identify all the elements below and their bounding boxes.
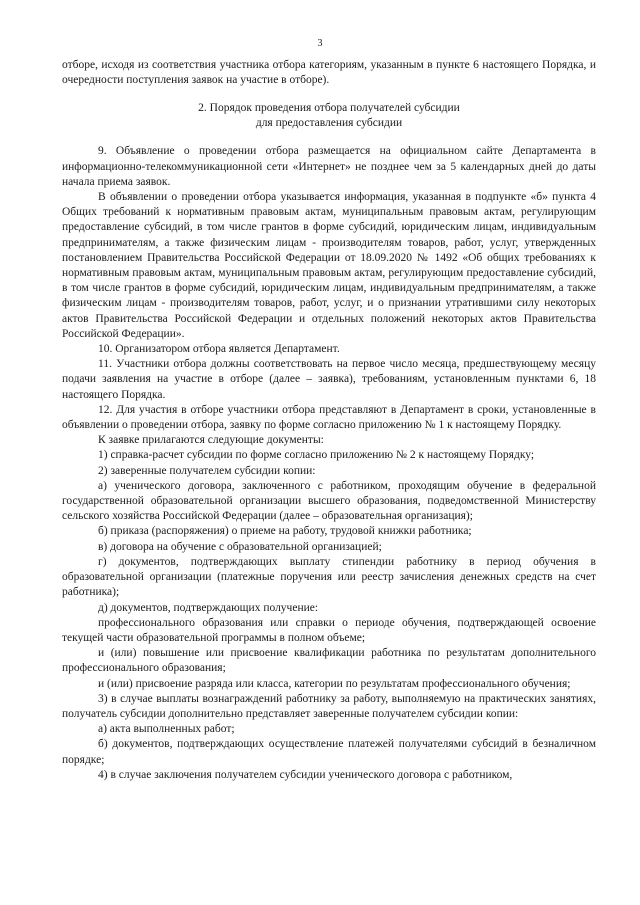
list-item-4: 4) в случае заключения получателем субсидии ученического договора с работником,: [98, 768, 513, 781]
section-heading: [62, 101, 596, 131]
paragraph-announcement-info: В объявлении о проведении отбора указывается информация, указанная в подпункте «б» пункта 4 Общих требований к нормативным правовым актам, муниципальным правовым актам, регулирующим предоставление субсидий, в том числе грантов в форме субсидий, юридическим лицам, индивидуальным предпринимателям, а также физическим лицам - производителям товаров, работ, услуг, утвержденных постановлением Правительства Российской Федерации от 18.09.2020 № 1492 «Об общих требованиях к нормативным правовым актам, муниципальным правовым актам, регулирующим предоставление субсидий, в том числе грантов в форме субсидий, юридическим лицам, индивидуальным предпринимателям, а также физическим лицам - производителям товаров, работ, услуг, и о признании утратившими силу некоторых актов Правительства Российской Федерации и отдельных положений некоторых актов Правительства Российской Федерации».: [62, 191, 596, 340]
list-item-2d-qualification: и (или) повышение или присвоение квалификации работника по результатам дополнительного профессионального образования;: [62, 647, 596, 675]
section-heading-line-2: для предоставления субсидии: [255, 117, 403, 130]
list-item-2b: б) приказа (распоряжения) о приеме на работу, трудовой книжки работника;: [98, 525, 472, 538]
list-item-3: 3) в случае выплаты вознаграждений работнику за работу, выполняемую на практических занятиях, получатель субсидии дополнительно представляет заверенные получателем субсидии копии:: [62, 692, 596, 720]
list-item-3b: б) документов, подтверждающих осуществление платежей получателями субсидий в безналичном порядке;: [62, 738, 596, 766]
list-item-2d-rank: и (или) присвоение разряда или класса, категории по результатам профессионального обучения;: [98, 677, 571, 690]
list-item-1: 1) справка-расчет субсидии по форме согласно приложению № 2 к настоящему Порядку;: [98, 449, 535, 462]
list-item-2d: д) документов, подтверждающих получение:: [98, 601, 319, 614]
documents-intro: К заявке прилагаются следующие документы:: [98, 434, 324, 447]
list-item-2v: в) договора на обучение с образовательной организацией;: [98, 540, 382, 553]
paragraph-10: 10. Организатором отбора является Департамент.: [98, 343, 340, 356]
page-number: 3: [317, 38, 323, 49]
intro-paragraph: отборе, исходя из соответствия участника отбора категориям, указанным в пункте 6 настоящего Порядка, и очередности поступления заявок на участие в отборе).: [62, 59, 596, 87]
paragraph-9: 9. Объявление о проведении отбора размещается на официальном сайте Департамента в информационно-телекоммуникационной сети «Интернет» не позднее чем за 5 календарных дней до даты начала приема заявок.: [62, 145, 596, 188]
list-item-3a: а) акта выполненных работ;: [98, 723, 235, 736]
list-item-2d-education: профессионального образования или справки о периоде обучения, подтверждающей освоение текущей части образовательной программы в полном объеме;: [62, 616, 596, 644]
section-heading-line-1: 2. Порядок проведения отбора получателей субсидии: [198, 102, 460, 115]
document-body: [62, 58, 596, 783]
list-item-2g: г) документов, подтверждающих выплату стипендии работнику в период обучения в образовательной организации (платежные поручения или реестр зачисления денежных средств на счет работника);: [62, 555, 596, 599]
list-item-2a: а) ученического договора, заключенного с работником, проходящим обучение в федеральной государственной образовательной организации высшего образования, подведомственной Министерству сельского хозяйства Российской Федерации (далее – образовательная организация);: [62, 479, 596, 523]
paragraph-12: 12. Для участия в отборе участники отбора представляют в Департамент в сроки, установленные в объявлении о проведении отбора, заявку по форме согласно приложению № 1 к настоящему Порядку.: [62, 403, 596, 432]
list-item-2: 2) заверенные получателем субсидии копии:: [98, 464, 316, 477]
paragraph-11: 11. Участники отбора должны соответствовать на первое число месяца, предшествующему месяцу подачи заявления на участие в отборе (далее – заявка), требованиям, установленным пунктами 6, 18 настоящего Порядка.: [62, 358, 596, 401]
